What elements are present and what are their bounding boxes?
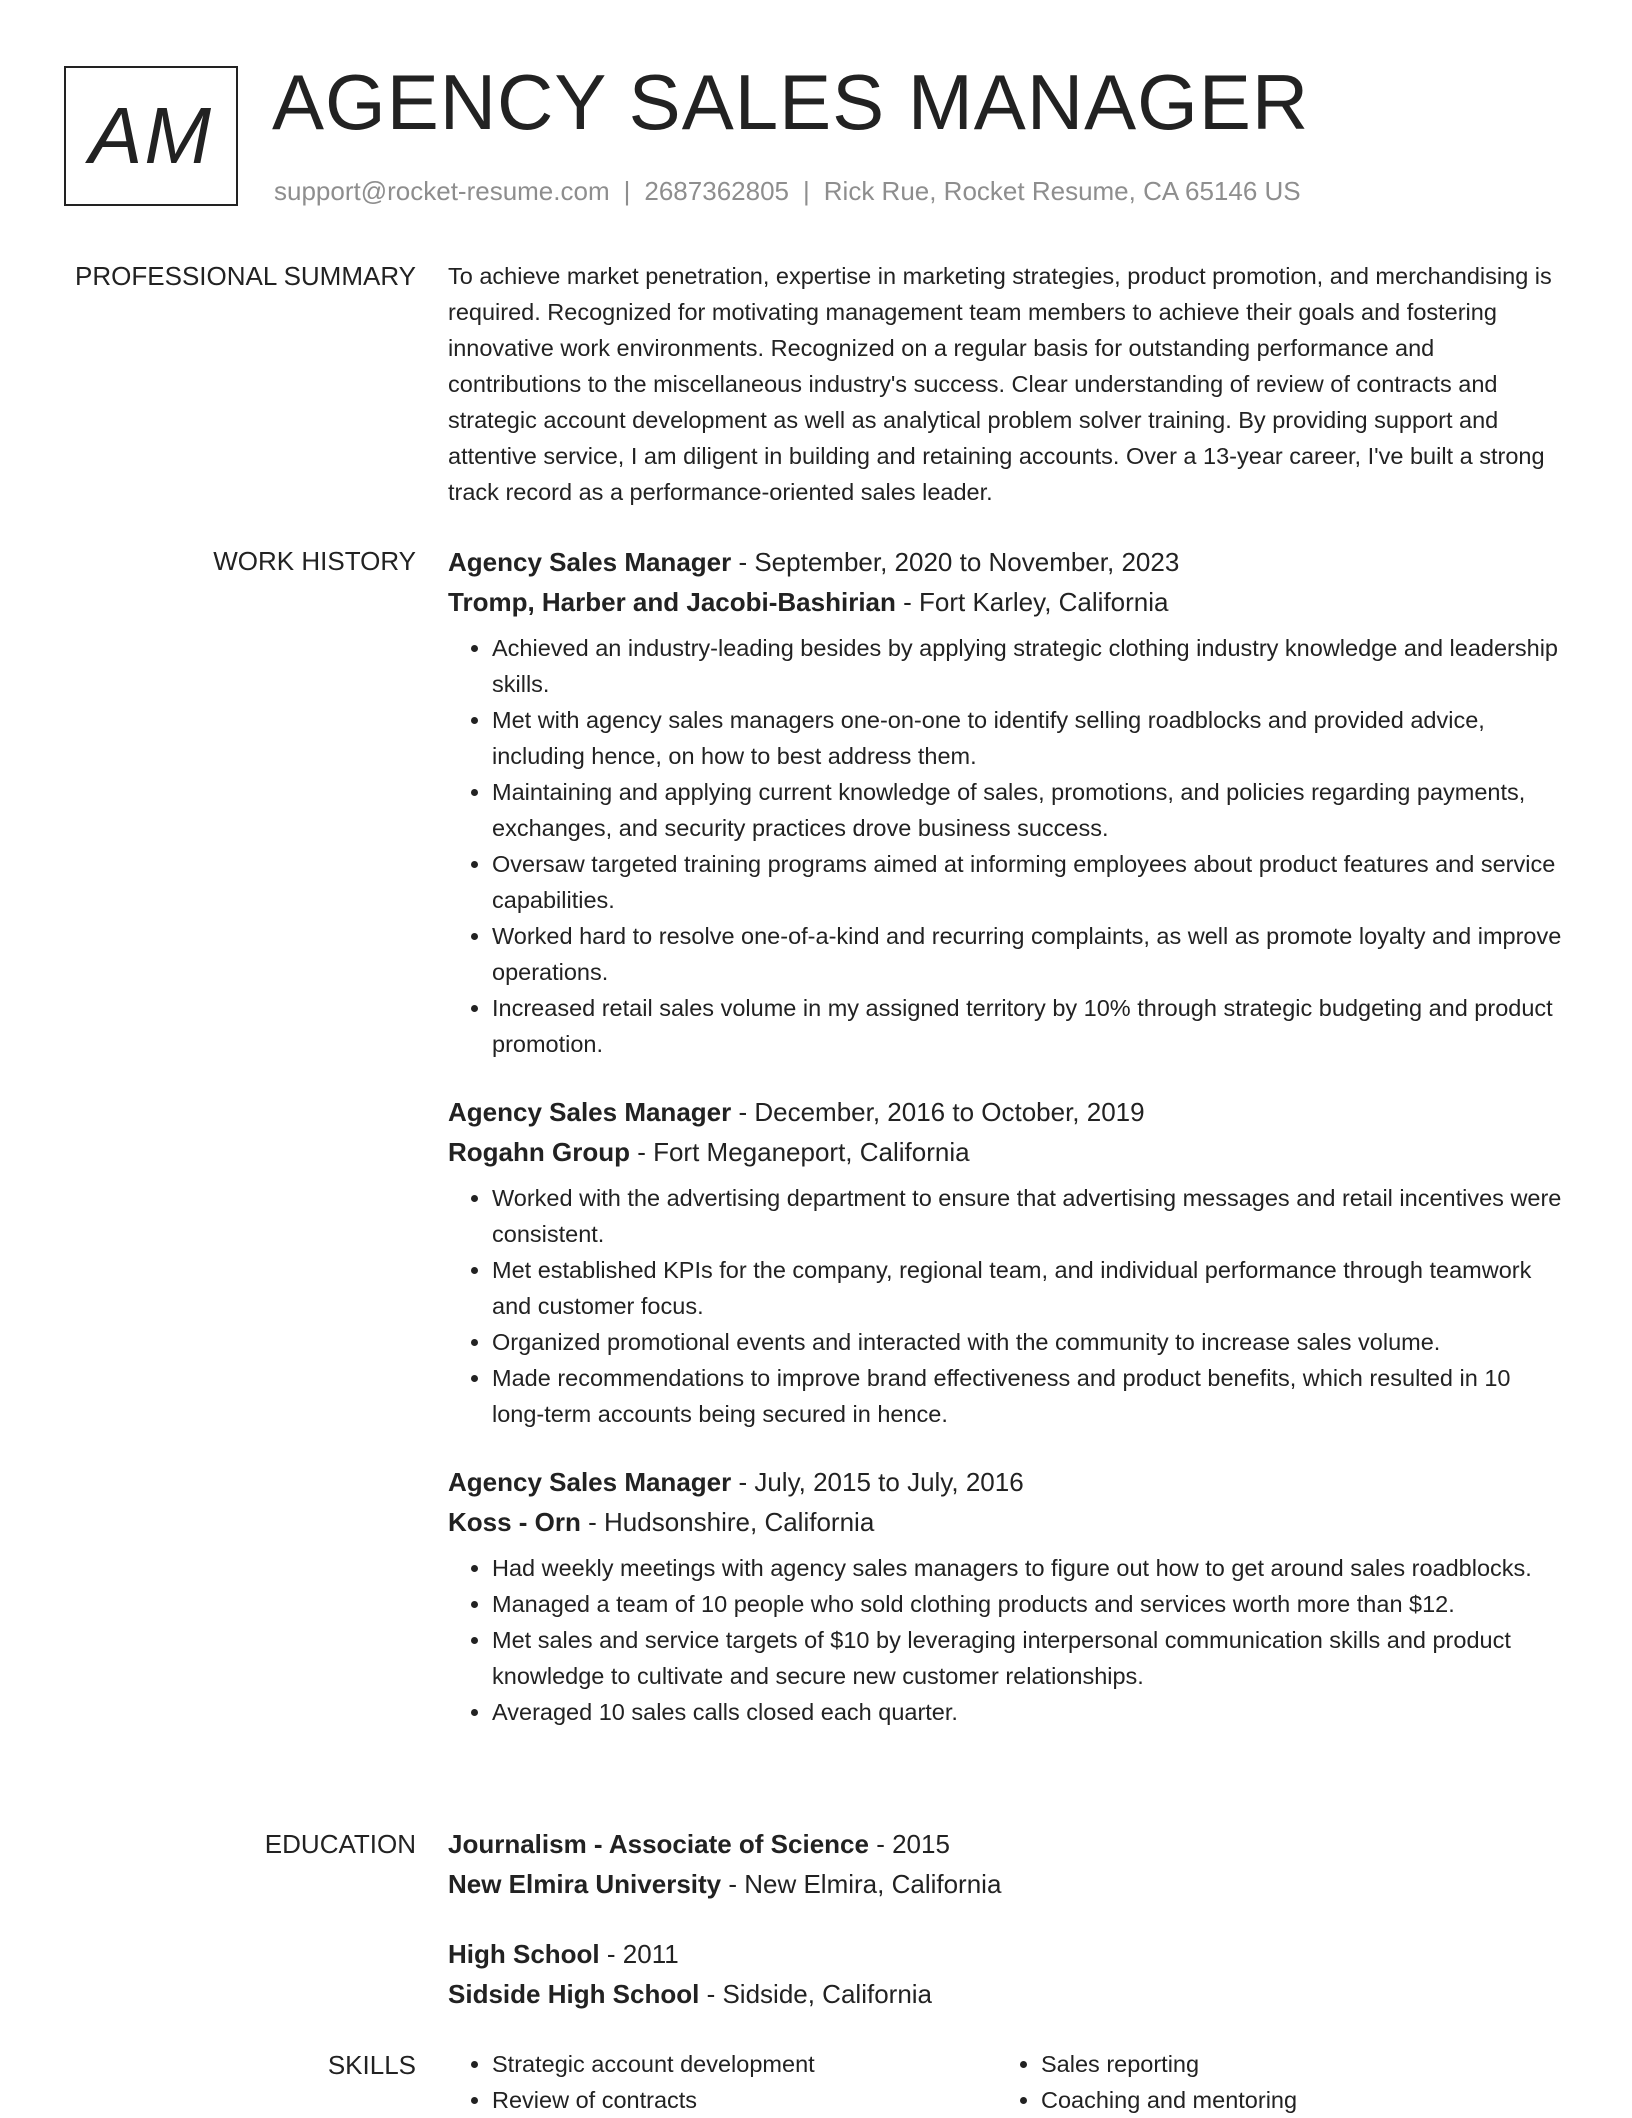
contact-separator: | — [623, 176, 631, 206]
job-location: - Fort Karley, California — [895, 587, 1169, 617]
skills-column-left — [448, 2046, 997, 2118]
school-line — [448, 1864, 1568, 1904]
job-bullets — [448, 1550, 1568, 1730]
degree-line — [448, 1824, 1568, 1864]
education-entry — [448, 1824, 1568, 1904]
job-bullet: • Averaged 10 sales calls closed each quarter. — [492, 1694, 1568, 1730]
education-entry — [448, 1934, 1568, 2014]
contact-phone[interactable]: 2687362805 — [644, 176, 789, 206]
resume-title: AGENCY SALES MANAGER — [272, 58, 1310, 146]
job-dates: - December, 2016 to October, 2019 — [731, 1097, 1145, 1127]
job-company: Tromp, Harber and Jacobi-Bashirian — [448, 587, 896, 617]
job-title-line — [448, 542, 1568, 582]
job-bullet: • Maintaining and applying current knowledge of sales, promotions, and policies regarding payments, exchanges, and security practices drove business success. — [492, 774, 1568, 846]
job-title: Agency Sales Manager — [448, 1097, 732, 1127]
job-bullet: • Worked with the advertising department to ensure that advertising messages and retail incentives were consistent. — [492, 1180, 1568, 1252]
job-entry — [448, 1092, 1568, 1432]
job-bullet: • Made recommendations to improve brand effectiveness and product benefits, which resulted in 10 long-term accounts being secured in hence. — [492, 1360, 1568, 1432]
job-entry — [448, 542, 1568, 1062]
work-history-list — [448, 542, 1568, 1760]
monogram-box — [64, 66, 238, 206]
job-bullet: • Met sales and service targets of $10 by leveraging interpersonal communication skills and product knowledge to cultivate and secure new customer relationships. — [492, 1622, 1568, 1694]
job-bullet: • Worked hard to resolve one-of-a-kind and recurring complaints, as well as promote loyalty and improve operations. — [492, 918, 1568, 990]
skills-column-right — [997, 2046, 1546, 2118]
job-location: - Hudsonshire, California — [580, 1507, 875, 1537]
job-company: Rogahn Group — [448, 1137, 630, 1167]
job-company-line — [448, 1132, 1568, 1172]
school: Sidside High School — [448, 1979, 700, 2009]
job-bullet: • Managed a team of 10 people who sold clothing products and services worth more than $12. — [492, 1586, 1568, 1622]
job-bullets — [448, 630, 1568, 1062]
skills-list — [448, 2046, 1568, 2118]
job-company-line — [448, 582, 1568, 622]
job-bullets — [448, 1180, 1568, 1432]
job-entry — [448, 1462, 1568, 1730]
job-title: Agency Sales Manager — [448, 547, 732, 577]
job-bullet: • Met established KPIs for the company, regional team, and individual performance through teamwork and customer focus. — [492, 1252, 1568, 1324]
job-bullet: • Met with agency sales managers one-on-one to identify selling roadblocks and provided advice, including hence, on how to best address them. — [492, 702, 1568, 774]
job-location: - Fort Meganeport, California — [629, 1137, 970, 1167]
job-title-line — [448, 1092, 1568, 1132]
school: New Elmira University — [448, 1869, 722, 1899]
job-bullet: • Achieved an industry-leading besides by applying strategic clothing industry knowledge and leadership skills. — [492, 630, 1568, 702]
job-company: Koss - Orn — [448, 1507, 581, 1537]
degree: High School — [448, 1939, 600, 1969]
work-history-heading: WORK HISTORY — [213, 546, 416, 576]
monogram-initials: AM — [89, 91, 213, 180]
school-location: - Sidside, California — [699, 1979, 933, 2009]
contact-line — [274, 174, 1301, 208]
skill-item: • Review of contracts — [492, 2082, 997, 2118]
degree: Journalism - Associate of Science — [448, 1829, 869, 1859]
contact-address: Rick Rue, Rocket Resume, CA 65146 US — [823, 176, 1301, 206]
education-heading: EDUCATION — [264, 1829, 416, 1859]
job-bullet: • Increased retail sales volume in my assigned territory by 10% through strategic budgeting and product promotion. — [492, 990, 1568, 1062]
degree-year: - 2015 — [868, 1829, 950, 1859]
job-title-line — [448, 1462, 1568, 1502]
job-bullet: • Organized promotional events and interacted with the community to increase sales volume. — [492, 1324, 1568, 1360]
skills-heading: SKILLS — [327, 2050, 416, 2080]
skill-item: • Coaching and mentoring — [1041, 2082, 1546, 2118]
school-location: - New Elmira, California — [721, 1869, 1002, 1899]
degree-year: - 2011 — [599, 1939, 679, 1969]
contact-email[interactable]: support@rocket-resume.com — [274, 176, 610, 206]
job-company-line — [448, 1502, 1568, 1542]
school-line — [448, 1974, 1568, 2014]
job-title: Agency Sales Manager — [448, 1467, 732, 1497]
job-dates: - September, 2020 to November, 2023 — [731, 547, 1180, 577]
contact-separator: | — [803, 176, 810, 206]
summary-text: To achieve market penetration, expertise in marketing strategies, product promotion, and merchandising is required. Recognized for motivating management team members to achieve their goals and fostering innovative work environments. Recognized on a regular basis for outstanding performance and contributions to the miscellaneous industry's success. Clear understanding of review of contracts and strategic account development as well as analytical problem solver training. By providing support and attentive service, I am diligent in building and retaining accounts. Over a 13-year career, I've built a strong track record as a performance-oriented sales leader. — [448, 263, 1552, 505]
job-bullet: • Had weekly meetings with agency sales managers to figure out how to get around sales roadblocks. — [492, 1550, 1568, 1586]
summary-heading: PROFESSIONAL SUMMARY — [75, 261, 416, 291]
degree-line — [448, 1934, 1568, 1974]
job-dates: - July, 2015 to July, 2016 — [731, 1467, 1024, 1497]
education-list — [448, 1824, 1568, 2044]
skill-item: • Strategic account development — [492, 2046, 997, 2082]
skill-item: • Sales reporting — [1041, 2046, 1546, 2082]
job-bullet: • Oversaw targeted training programs aimed at informing employees about product features and service capabilities. — [492, 846, 1568, 918]
